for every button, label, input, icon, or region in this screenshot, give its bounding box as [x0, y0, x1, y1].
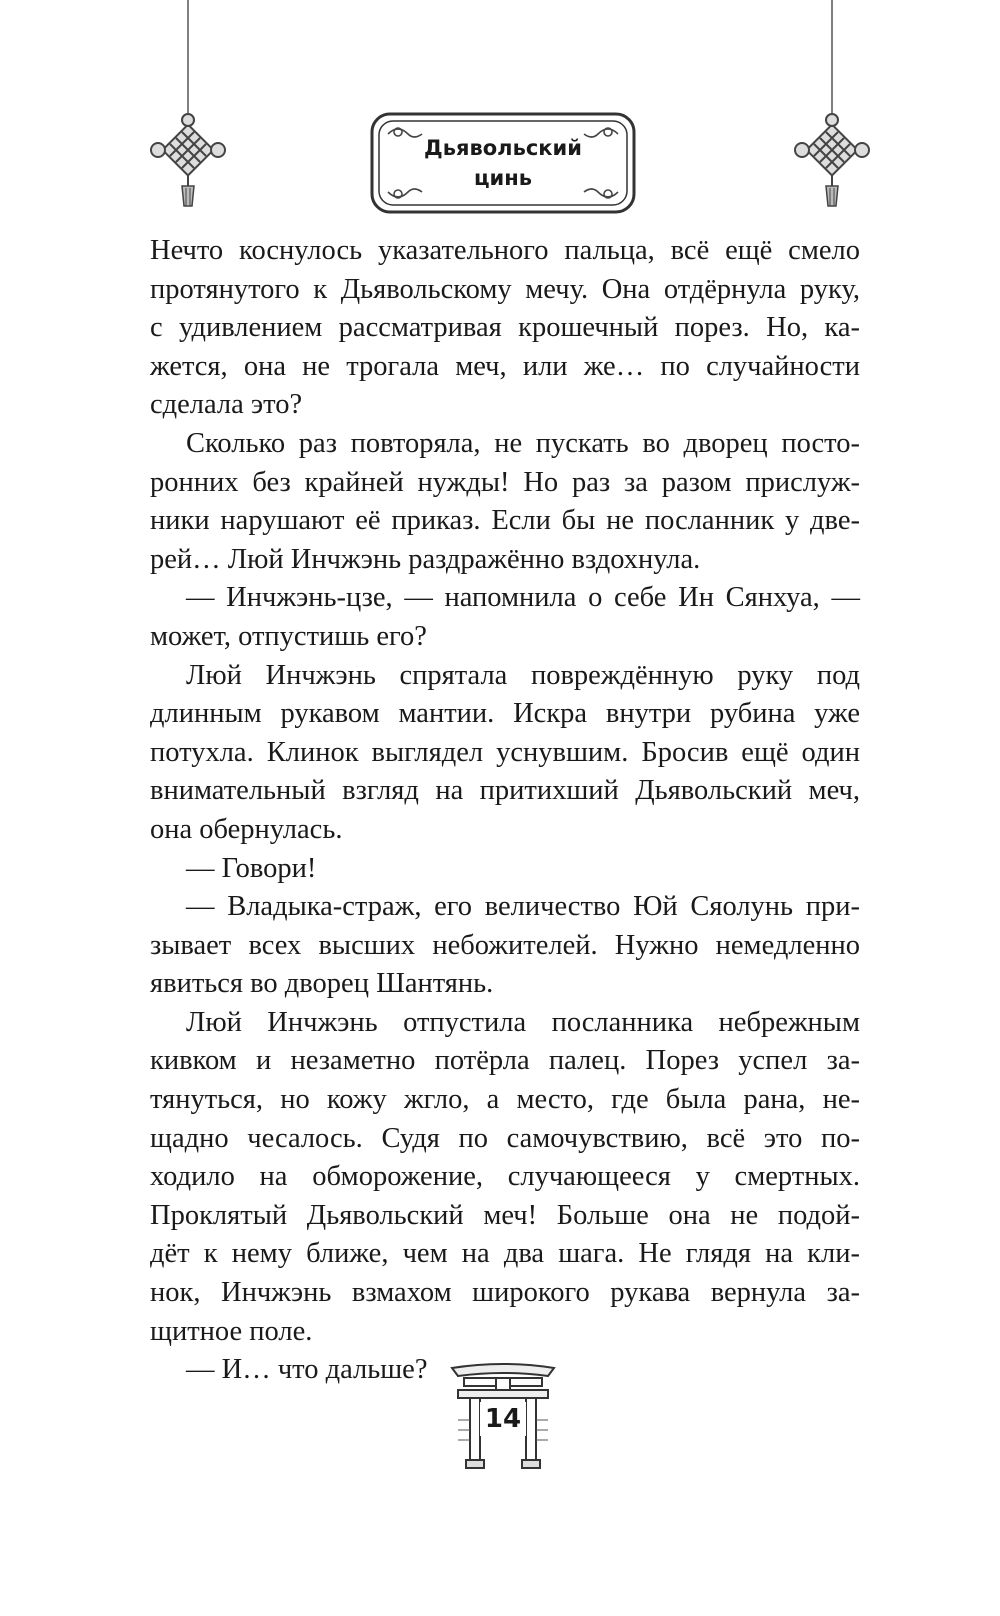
text-line: Нечто коснулось указательного пальца, всё ещё смело [150, 235, 860, 266]
text-line: протянутого к Дьявольскому мечу. Она отдёрнула руку, [150, 273, 860, 305]
text-line: ники нарушают её приказ. Если бы не посланник у две- [150, 505, 860, 537]
text-line: длинным рукавом мантии. Искра внутри рубина уже [150, 698, 860, 730]
text-line: ходило на обморожение, случающееся у смертных. [150, 1161, 860, 1193]
text-line: Люй Инчжэнь отпустила посланника небрежным [186, 1006, 860, 1038]
text-line: потухла. Клинок выглядел уснувшим. Бросив ещё один [150, 736, 860, 768]
text-line: нок, Инчжэнь взмахом широкого рукава вернула за- [150, 1277, 860, 1309]
text-line: она обернулась. [150, 813, 343, 845]
text-line: внимательный взгляд на притихший Дьявольский меч, [150, 775, 860, 807]
chapter-title [368, 110, 638, 216]
text-line: — Владыка-страж, его величество Юй Сяолунь при- [186, 891, 860, 923]
endless-knot-icon [148, 0, 228, 210]
text-line: щадно чесалось. Судя по самочувствию, всё это по- [150, 1122, 860, 1154]
text-line: с удивлением рассматривая крошечный порез. Но, ка- [150, 312, 860, 344]
text-line: — И… что дальше? [186, 1354, 428, 1386]
endless-knot-icon [792, 0, 872, 210]
text-line: кивком и незаметно потёрла палец. Порез успел за- [150, 1045, 860, 1077]
body-text [150, 232, 860, 1390]
text-line: Проклятый Дьявольский меч! Больше она не подой- [150, 1199, 860, 1231]
text-line: рей… Люй Инчжэнь раздражённо вздохнула. [150, 543, 701, 575]
text-line: Сколько раз повторяла, не пускать во дворец посто- [186, 427, 860, 459]
text-line: ронних без крайней нужды! Но раз за разом прислуж- [150, 466, 860, 498]
text-line: — Говори! [186, 852, 317, 884]
text-line: сделала это? [150, 389, 303, 421]
text-line: — Инчжэнь-цзе, — напомнила о себе Ин Сянхуа, — [186, 582, 860, 614]
chapter-title-line-1: Дьявольский [424, 136, 582, 160]
text-line: жется, она не трогала меч, или же… по случайности [150, 350, 860, 382]
text-line: дёт к нему ближе, чем на два шага. Не глядя на кли- [150, 1238, 860, 1270]
chapter-title-line-2: цинь [473, 166, 533, 190]
text-line: зывает всех высших небожителей. Нужно немедленно [150, 929, 860, 961]
text-line: тянуться, но кожу жгло, а место, где была рана, не- [150, 1084, 860, 1116]
text-line: явиться во дворец Шантянь. [150, 968, 494, 1000]
text-line: Люй Инчжэнь спрятала повреждённую руку под [186, 659, 860, 691]
text-line: может, отпустишь его? [150, 620, 427, 652]
text-line: щитное поле. [150, 1315, 313, 1347]
page-number: 14 [480, 1402, 526, 1436]
